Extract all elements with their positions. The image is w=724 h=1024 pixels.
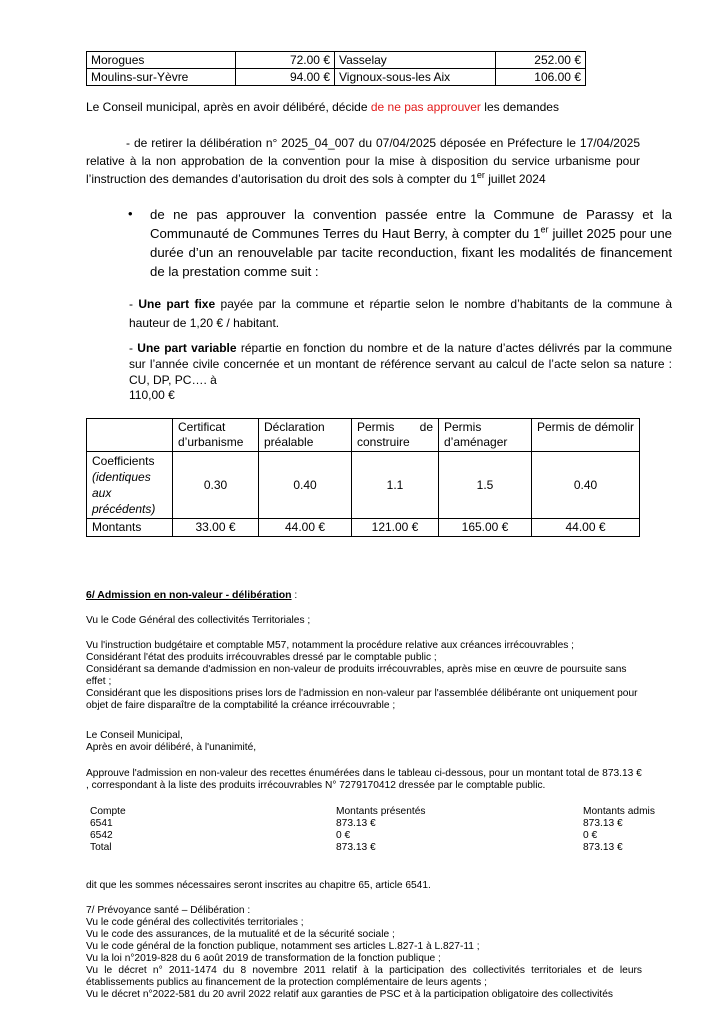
visa-line: Vu le décret n°2022-581 du 20 avril 2022 relatif aux garanties de PSC et à la participation obligatoire des collectivités bbox=[86, 989, 613, 1000]
coefficient-value: 1.5 bbox=[439, 452, 532, 519]
part-variable-label: Une part variable bbox=[137, 341, 237, 355]
vu-line: Vu le Code Général des collectivités Territoriales ; bbox=[86, 615, 311, 626]
coefficient-value: 1.1 bbox=[352, 452, 439, 519]
communes-fees-table bbox=[86, 51, 586, 86]
decision-text-end: les demandes bbox=[480, 100, 559, 114]
decision-text: Le Conseil municipal, après en avoir délibéré, décide bbox=[86, 100, 371, 114]
commune-amount: 252.00 € bbox=[496, 52, 586, 69]
commune-name: Vignoux-sous-les Aix bbox=[335, 69, 496, 86]
coefficient-value: 0.40 bbox=[259, 452, 352, 519]
considerant-line: Vu l'instruction budgétaire et comptable M57, notamment la procédure relative aux créances irrécouvrables ; bbox=[86, 640, 574, 651]
column-header: Permis de construire bbox=[352, 419, 439, 452]
table-cell: 873.13 € bbox=[583, 818, 623, 829]
commune-name: Moulins-sur-Yèvre bbox=[87, 69, 236, 86]
bullet-text: de ne pas approuver la convention passée entre la Commune de Parassy et la Communauté de Communes Terres du Haut Berry, à compter du 1 bbox=[150, 207, 672, 241]
commune-amount: 94.00 € bbox=[236, 69, 335, 86]
column-header: Permis de démolir bbox=[532, 419, 640, 452]
table-cell: 0 € bbox=[336, 830, 351, 841]
commune-amount: 72.00 € bbox=[236, 52, 335, 69]
part-fixe-paragraph bbox=[129, 295, 672, 333]
visa-line: Vu le code général des collectivités territoriales ; bbox=[86, 917, 304, 928]
decision-paragraph bbox=[86, 99, 646, 115]
column-header: Permis d’aménager bbox=[439, 419, 532, 452]
conseil-line: Le Conseil Municipal, bbox=[86, 730, 183, 741]
commune-name: Vasselay bbox=[335, 52, 496, 69]
retirer-text: - de retirer la délibération n° 2025_04_007 du 07/04/2025 déposée en Préfecture le 17/04/2025 relative à la non approbation de la convention pour la mise à disposition du service urbanisme pour l’instruction des demandes d’autorisation du droit des sols à compter du 1 bbox=[86, 136, 640, 186]
acts-coefficients-table bbox=[86, 418, 640, 537]
amount-value: 121.00 € bbox=[352, 519, 439, 537]
table-row bbox=[87, 69, 586, 86]
part-variable-paragraph bbox=[129, 340, 672, 388]
reference-amount: 110,00 € bbox=[129, 388, 175, 402]
table-cell: 6542 bbox=[90, 830, 113, 841]
column-header: Certificat d’urbanisme bbox=[173, 419, 259, 452]
retirer-paragraph bbox=[86, 134, 640, 188]
part-variable-text: répartie en fonction du nombre et de la nature d’actes délivrés par la commune sur l’année civile concernée et un montant de référence servant au calcul de l’acte selon sa nature : CU, DP, PC…. à bbox=[129, 341, 672, 387]
table-cell: 873.13 € bbox=[336, 818, 376, 829]
row-header bbox=[87, 452, 173, 519]
amount-value: 33.00 € bbox=[173, 519, 259, 537]
considerant-line: Considérant sa demande d'admission en non-valeur de produits irrécouvrables, après mise en œuvre de poursuite sans effet ; bbox=[86, 664, 627, 687]
bullet-text-end: juillet 2025 pour une durée d’un an renouvelable par tacite reconduction, fixant les modalités de financement de la prestation comme suit : bbox=[150, 226, 672, 279]
table-cell: Total bbox=[90, 842, 112, 853]
accounts-col-admis bbox=[583, 806, 655, 854]
accounts-col-compte bbox=[90, 806, 126, 854]
amount-value: 165.00 € bbox=[439, 519, 532, 537]
section-6-title bbox=[86, 589, 297, 602]
bullet-icon: • bbox=[128, 206, 133, 221]
section-6-title-suffix: : bbox=[291, 590, 298, 601]
table-cell: 873.13 € bbox=[336, 842, 376, 853]
retirer-text-end: juillet 2024 bbox=[484, 172, 546, 186]
coefficient-value: 0.40 bbox=[532, 452, 640, 519]
column-header: Montants présentés bbox=[336, 806, 426, 817]
column-header: Compte bbox=[90, 806, 126, 817]
accounts-col-presentes bbox=[336, 806, 425, 854]
decision-highlight: de ne pas approuver bbox=[370, 100, 481, 114]
column-header: Montants admis bbox=[583, 806, 655, 817]
visa-line: Vu le code des assurances, de la mutualité et de la sécurité sociale ; bbox=[86, 929, 395, 940]
column-header: Déclaration préalable bbox=[259, 419, 352, 452]
table-cell: 873.13 € bbox=[583, 842, 623, 853]
visa-line: Vu le décret n° 2011-1474 du 8 novembre 2011 relatif à la participation des collectivités territoriales et de leurs établissements publics au financement de la protection complémentaire de leurs agents ; bbox=[86, 965, 642, 988]
dash: - bbox=[129, 341, 138, 355]
dit-line: dit que les sommes nécessaires seront inscrites au chapitre 65, article 6541. bbox=[86, 880, 431, 891]
table-cell: 6541 bbox=[90, 818, 113, 829]
coefficients-note: (identiques aux précédents) bbox=[92, 470, 156, 516]
part-fixe-label: Une part fixe bbox=[138, 297, 216, 311]
visa-line: Vu la loi n°2019-828 du 6 août 2019 de transformation de la fonction publique ; bbox=[86, 953, 441, 964]
apres-line: Après en avoir délibéré, à l'unanimité, bbox=[86, 742, 257, 753]
commune-name: Morogues bbox=[87, 52, 236, 69]
table-cell: 0 € bbox=[583, 830, 598, 841]
considerant-line: Considérant que les dispositions prises lors de l'admission en non-valeur par l'assemblée délibérante ont uniquement pour objet de faire disparaître de la comptabilité la créance irrécouvrable ; bbox=[86, 688, 638, 711]
section-7-visas bbox=[86, 917, 642, 1001]
coefficients-label: Coefficients bbox=[92, 454, 155, 468]
approuve-paragraph: Approuve l'admission en non-valeur des recettes énumérées dans le tableau ci-dessous, pour un montant total de 873.13 € , correspondant à la liste des produits irrécouvrables N° 7279170412 dressée par le comptable public. bbox=[86, 768, 642, 791]
commune-amount: 106.00 € bbox=[496, 69, 586, 86]
table-row bbox=[87, 519, 640, 537]
table-row bbox=[87, 452, 640, 519]
section-6-considerants bbox=[86, 640, 642, 712]
part-fixe-text: payée par la commune et répartie selon le nombre d’habitants de la commune à hauteur de 1,20 € / habitant. bbox=[129, 297, 672, 330]
superscript: er bbox=[476, 170, 485, 180]
superscript: er bbox=[540, 224, 549, 235]
amount-value: 44.00 € bbox=[532, 519, 640, 537]
section-7-title: 7/ Prévoyance santé – Délibération : bbox=[86, 905, 251, 916]
coefficient-value: 0.30 bbox=[173, 452, 259, 519]
empty-cell bbox=[87, 419, 173, 452]
visa-line: Vu le code général de la fonction publique, notamment ses articles L.827-1 à L.827-11 ; bbox=[86, 941, 480, 952]
row-header: Montants bbox=[87, 519, 173, 537]
considerant-line: Considérant l'état des produits irrécouvrables dressé par le comptable public ; bbox=[86, 652, 437, 663]
section-6-title-text: 6/ Admission en non-valeur - délibération bbox=[86, 589, 292, 601]
bullet-paragraph bbox=[150, 205, 672, 281]
table-header-row bbox=[87, 419, 640, 452]
table-row bbox=[87, 52, 586, 69]
dash: - bbox=[129, 297, 139, 311]
amount-value: 44.00 € bbox=[259, 519, 352, 537]
